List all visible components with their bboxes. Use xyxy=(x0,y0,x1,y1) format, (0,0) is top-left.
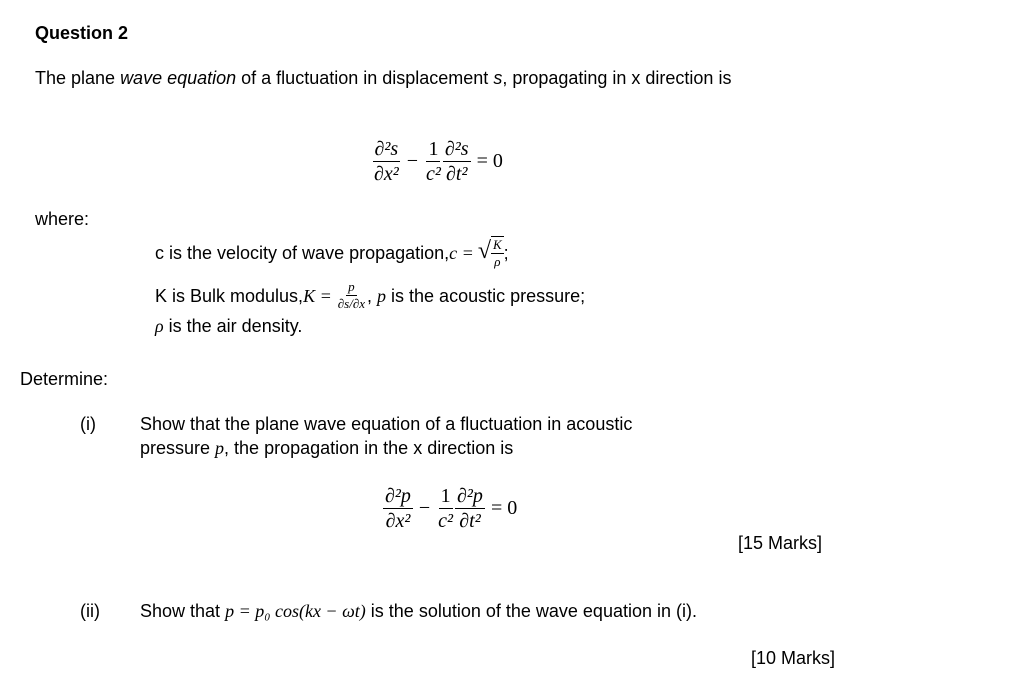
part-i-marks: [15 Marks] xyxy=(738,533,823,553)
eq1-frac3-den: ∂t² xyxy=(446,163,468,185)
definition-k-frac-den: ∂s/∂x xyxy=(337,296,366,312)
eq2-frac2-den: c² xyxy=(438,510,454,532)
eq2-frac3-den: ∂t² xyxy=(459,510,481,532)
eq1-frac2-den: c² xyxy=(426,163,441,185)
definition-c-end: ; xyxy=(503,242,509,263)
intro-text xyxy=(35,67,731,89)
definition-c-frac-num: K xyxy=(491,238,504,254)
displacement-wave-equation xyxy=(372,138,503,185)
part-i-line1: Show that the plane wave equation of a fluctuation in acoustic xyxy=(140,414,633,434)
part-ii-formula: p = p₀ cos(kx − ωt) xyxy=(225,601,366,621)
part-ii-label: (ii) xyxy=(80,601,100,621)
definition-rho xyxy=(155,315,302,337)
where-label: where: xyxy=(35,209,90,229)
eq2-frac-1-c2 xyxy=(436,485,455,532)
eq1-equals: = 0 xyxy=(476,150,503,172)
definition-k-math: K = xyxy=(303,285,332,306)
intro-middle: of a fluctuation in displacement xyxy=(236,68,494,88)
eq2-frac1-num: ∂²p xyxy=(385,485,411,507)
intro-emph-wave: wave equation xyxy=(120,68,237,88)
part-ii-after: is the solution of the wave equation in (i). xyxy=(365,601,697,621)
definition-k-comma: , xyxy=(367,285,378,306)
definition-k-text: K is Bulk modulus, xyxy=(155,285,304,306)
eq1-frac-d2s-dt2 xyxy=(443,138,471,185)
determine-label: Determine: xyxy=(20,369,109,389)
part-i-line2-after: , the propagation in the x direction is xyxy=(224,438,514,458)
intro-emph-s: s xyxy=(493,68,503,88)
definition-c xyxy=(155,236,509,270)
eq1-frac1-num: ∂²s xyxy=(374,138,399,160)
definition-k xyxy=(155,280,585,312)
eq2-frac1-den: ∂x² xyxy=(385,510,411,532)
eq2-frac-d2p-dx2 xyxy=(383,485,413,532)
definition-c-math: c = xyxy=(449,242,474,263)
definition-k-frac xyxy=(336,280,367,312)
part-ii-marks: [10 Marks] xyxy=(751,648,836,668)
part-i-line2 xyxy=(140,437,513,459)
eq1-frac2-num: 1 xyxy=(428,138,439,160)
definition-k-p: p xyxy=(377,285,387,306)
eq1-minus: − xyxy=(406,150,419,172)
definition-rho-text: is the air density. xyxy=(163,316,303,336)
definition-c-text: c is the velocity of wave propagation, xyxy=(155,242,450,263)
eq1-frac-1-c2 xyxy=(424,138,443,185)
eq2-equals: = 0 xyxy=(490,497,518,519)
sqrt-radical-icon: √ xyxy=(477,238,491,264)
pressure-wave-equation xyxy=(383,485,517,532)
eq1-frac3-num: ∂²s xyxy=(444,138,469,160)
eq1-frac-d2s-dx2 xyxy=(372,138,401,185)
eq2-frac3-num: ∂²p xyxy=(457,485,483,507)
definition-k-after: is the acoustic pressure; xyxy=(386,285,586,306)
intro-after: , propagating in x direction is xyxy=(502,68,732,88)
part-i-label: (i) xyxy=(80,414,96,434)
part-ii-before: Show that xyxy=(140,601,226,621)
part-i-line2-before: pressure xyxy=(140,438,216,458)
eq1-frac1-den: ∂x² xyxy=(374,163,399,185)
intro-before: The plane xyxy=(35,68,121,88)
question-title: Question 2 xyxy=(35,23,129,43)
definition-c-frac-den: ρ xyxy=(494,254,501,270)
eq2-minus: − xyxy=(418,497,431,519)
part-ii-text xyxy=(140,600,697,622)
definition-k-frac-num: p xyxy=(346,280,357,296)
eq2-frac2-num: 1 xyxy=(440,485,451,507)
definition-rho-symbol: ρ xyxy=(155,316,164,336)
eq2-frac-d2p-dt2 xyxy=(455,485,485,532)
part-i-line2-p: p xyxy=(215,438,225,458)
sqrt-k-over-rho xyxy=(478,236,504,270)
